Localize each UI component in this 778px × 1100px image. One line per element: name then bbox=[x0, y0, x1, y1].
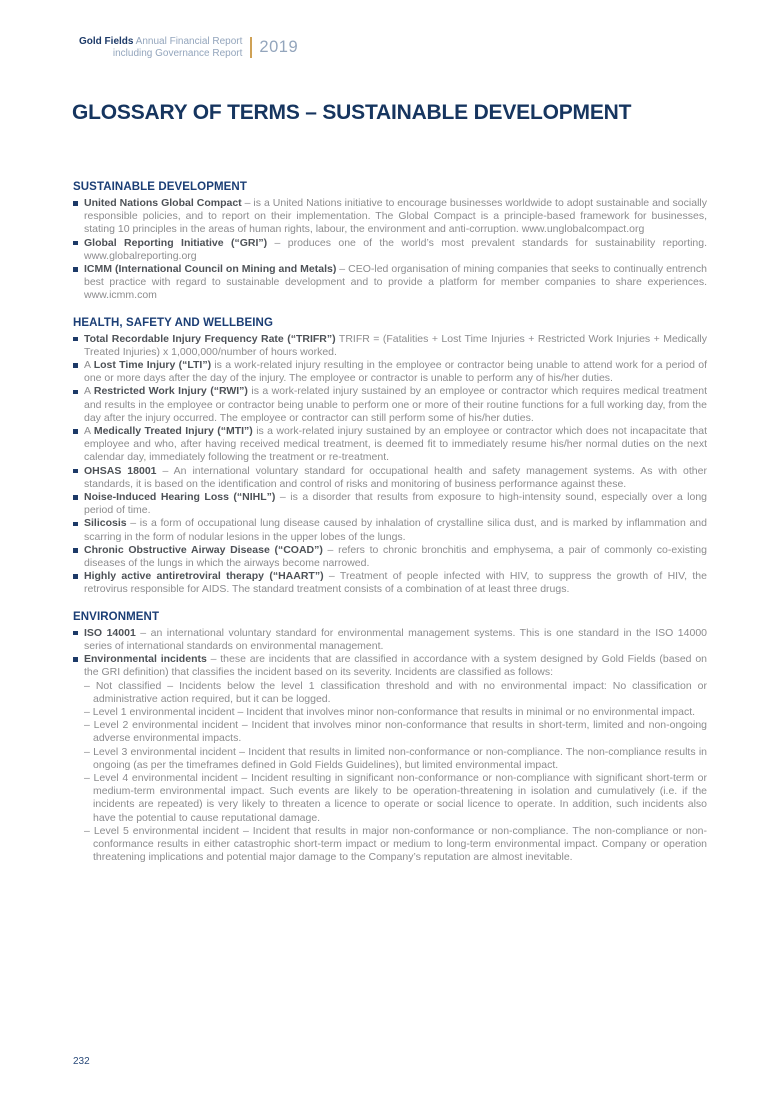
glossary-item bbox=[73, 333, 707, 359]
bullet-square-icon bbox=[73, 657, 78, 662]
incident-level-item: – Level 2 environmental incident – Incident that involves minor non-conformance that results in short-term, limited and non-ongoing adverse environmental impacts. bbox=[84, 719, 707, 745]
section-heading: SUSTAINABLE DEVELOPMENT bbox=[73, 181, 247, 193]
item-prefix: A bbox=[84, 359, 94, 372]
bullet-square-icon bbox=[73, 390, 78, 395]
item-definition: – produces one of the world’s most prevalent standards for sustainability reporting. www.globalreporting.org bbox=[84, 236, 707, 262]
item-term: ICMM (International Council on Mining and Metals) bbox=[84, 263, 337, 276]
item-term: Restricted Work Injury (“RWI”) bbox=[93, 385, 248, 398]
section-sustainable-development bbox=[73, 181, 707, 303]
glossary-item bbox=[73, 570, 707, 596]
bullet-square-icon bbox=[73, 429, 78, 434]
section-heading: HEALTH, SAFETY AND WELLBEING bbox=[73, 316, 274, 329]
item-term: Highly active antiretroviral therapy (“HAART”) bbox=[84, 570, 324, 583]
item-definition: – an international voluntary standard for environmental management systems. This is one standard in the ISO 14000 series of international standards on environmental management. bbox=[84, 626, 708, 652]
bullet-square-icon bbox=[73, 363, 78, 368]
incident-level-list bbox=[84, 680, 707, 865]
incident-level-item: – Not classified – Incidents below the level 1 classification threshold and with no environmental impact: No classification or administrative action required, but it can be logged. bbox=[84, 679, 707, 705]
glossary-item bbox=[73, 653, 707, 864]
item-prefix: A bbox=[84, 385, 94, 398]
item-term: Silicosis bbox=[84, 517, 127, 530]
incident-level-item: – Level 1 environmental incident – Incident that involves minor non-conformance that results in minimal or no environmental impact. bbox=[84, 705, 696, 718]
bullet-square-icon bbox=[73, 495, 78, 500]
item-definition: – these are incidents that are classified in accordance with a system designed by Gold Fields (based on the GRI definition) that classifies the incident based on its severity. Incidents are classified as follows: bbox=[84, 653, 707, 679]
item-prefix: A bbox=[84, 425, 94, 438]
glossary-item bbox=[73, 517, 707, 543]
glossary-item bbox=[73, 385, 707, 425]
item-term: United Nations Global Compact bbox=[84, 197, 242, 209]
report-brand bbox=[79, 36, 242, 59]
glossary-item bbox=[73, 627, 707, 653]
bullet-square-icon bbox=[73, 469, 78, 474]
brand-line-1 bbox=[79, 36, 242, 48]
glossary-list bbox=[73, 197, 707, 303]
bullet-square-icon bbox=[73, 548, 78, 553]
item-term: Noise-Induced Hearing Loss (“NIHL”) bbox=[84, 491, 276, 504]
glossary-item bbox=[73, 197, 707, 237]
item-definition: is a work-related injury resulting in the employee or contractor being unable to attend work for a period of one or more days after the day of the injury. The employee or contractor is unable to perform any of his/her duties. bbox=[84, 359, 707, 385]
item-term: Chronic Obstructive Airway Disease (“COAD”) bbox=[84, 543, 323, 556]
page-number: 232 bbox=[73, 1056, 90, 1067]
report-year: 2019 bbox=[259, 38, 299, 56]
item-definition: – is a form of occupational lung disease caused by inhalation of crystalline silica dust, and is marked by inflammation and scarring in the form of nodular lesions in the upper lobes of the lungs. bbox=[84, 517, 707, 543]
report-masthead bbox=[79, 36, 298, 59]
incident-level-item: – Level 3 environmental incident – Incident that results in limited non-conformance or non-compliance. The non-compliance results in ongoing (as per the timeframes defined in Gold Fields Guidelines), but limited environmental impact. bbox=[84, 745, 707, 771]
bullet-square-icon bbox=[73, 574, 78, 579]
item-term: Medically Treated Injury (“MTI”) bbox=[93, 425, 253, 438]
bullet-square-icon bbox=[73, 631, 78, 636]
page-title: GLOSSARY OF TERMS – SUSTAINABLE DEVELOPMENT bbox=[72, 101, 632, 124]
item-definition: – An international voluntary standard for occupational health and safety management systems. As with other standards, it is based on the identification and control of risks and monitoring of business performance against these. bbox=[84, 464, 707, 490]
masthead-divider bbox=[250, 37, 252, 58]
glossary-list bbox=[73, 627, 707, 865]
incident-level-item: – Level 5 environmental incident – Incident that results in major non-conformance or non-compliance. The non-compliance or non-conformance results in either catastrophic short-term impact or medium to long-term environmental impact. Company or operation threatening implications and potential major damage to the Company’s reputation are almost inevitable. bbox=[84, 824, 707, 864]
glossary-item bbox=[73, 425, 707, 465]
bullet-square-icon bbox=[73, 267, 78, 272]
glossary-item bbox=[73, 263, 707, 303]
section-heading: ENVIRONMENT bbox=[73, 610, 160, 623]
glossary-item bbox=[73, 491, 707, 517]
glossary-item bbox=[73, 237, 707, 263]
item-definition: – is a disorder that results from exposure to high-intensity sound, especially over a long period of time. bbox=[84, 491, 708, 517]
glossary-item bbox=[73, 359, 707, 385]
item-definition: – Treatment of people infected with HIV, to suppress the growth of HIV, the retrovirus responsible for AIDS. The standard treatment consists of a combination of at least three drugs. bbox=[84, 570, 707, 596]
item-definition: is a work-related injury sustained by an employee or contractor which requires medical treatment and results in the employee or contractor being unable to perform one or more of their routine functions for a full working day, from the day after the injury occurred. The employee or contractor can still perform some of his/her duties. bbox=[84, 385, 707, 424]
item-term: ISO 14001 bbox=[84, 626, 136, 639]
bullet-square-icon bbox=[73, 201, 78, 206]
item-term: OHSAS 18001 bbox=[84, 464, 157, 477]
item-definition: TRIFR = (Fatalities + Lost Time Injuries + Restricted Work Injuries + Medically Treated Injuries) x 1,000,000/number of hours worked. bbox=[84, 332, 707, 358]
glossary-content bbox=[73, 181, 707, 864]
brand-name: Gold Fields bbox=[79, 36, 134, 47]
section-environment bbox=[73, 611, 707, 865]
item-term: Environmental incidents bbox=[84, 653, 207, 666]
item-definition: is a work-related injury sustained by an employee or contractor which does not incapacitate that employee and who, after having received medical treatment, is deemed fit to immediately resume his/her normal duties on the next calendar day, immediately following the treatment or re-treatment. bbox=[84, 425, 708, 464]
bullet-square-icon bbox=[73, 241, 78, 246]
glossary-item bbox=[73, 465, 707, 491]
bullet-square-icon bbox=[73, 337, 78, 342]
item-definition: – is a United Nations initiative to encourage businesses worldwide to adopt sustainable and socially responsible policies, and to report on their implementation. The Global Compact is a principle-based framework for businesses, stating 10 principles in the areas of human rights, labour, the environment and anti-corruption. www.unglobalcompact.org bbox=[84, 197, 707, 236]
item-definition: – refers to chronic bronchitis and emphysema, a pair of commonly co-existing diseases of the lungs in which the airways become narrowed. bbox=[84, 543, 707, 570]
item-term: Lost Time Injury (“LTI”) bbox=[93, 359, 212, 372]
item-term: Total Recordable Injury Frequency Rate (“TRIFR”) bbox=[84, 332, 336, 345]
incident-level-item: – Level 4 environmental incident – Incident resulting in significant non-conformance or non-compliance with significant short-term or medium-term environmental impact. Such events are likely to be operation-threatening in isolation and cumulatively (i.e. if the incidents are repeated) is very likely to threaten a licence to operate or social licence to operate. In addition, such incidents also have the potential to cause reputational damage. bbox=[84, 771, 707, 824]
section-health-safety-wellbeing bbox=[73, 317, 707, 597]
brand-report-type: Annual Financial Report bbox=[133, 36, 243, 47]
bullet-square-icon bbox=[73, 522, 78, 527]
brand-subtitle: including Governance Report bbox=[112, 47, 243, 59]
item-definition: – CEO-led organisation of mining companies that seeks to continually entrench best practice with regard to sustainable development and to provide a platform for member companies to share experiences. www.icmm.com bbox=[84, 263, 707, 302]
glossary-list bbox=[73, 333, 707, 597]
glossary-item bbox=[73, 544, 707, 570]
item-term: Global Reporting Initiative (“GRI”) bbox=[84, 236, 268, 249]
